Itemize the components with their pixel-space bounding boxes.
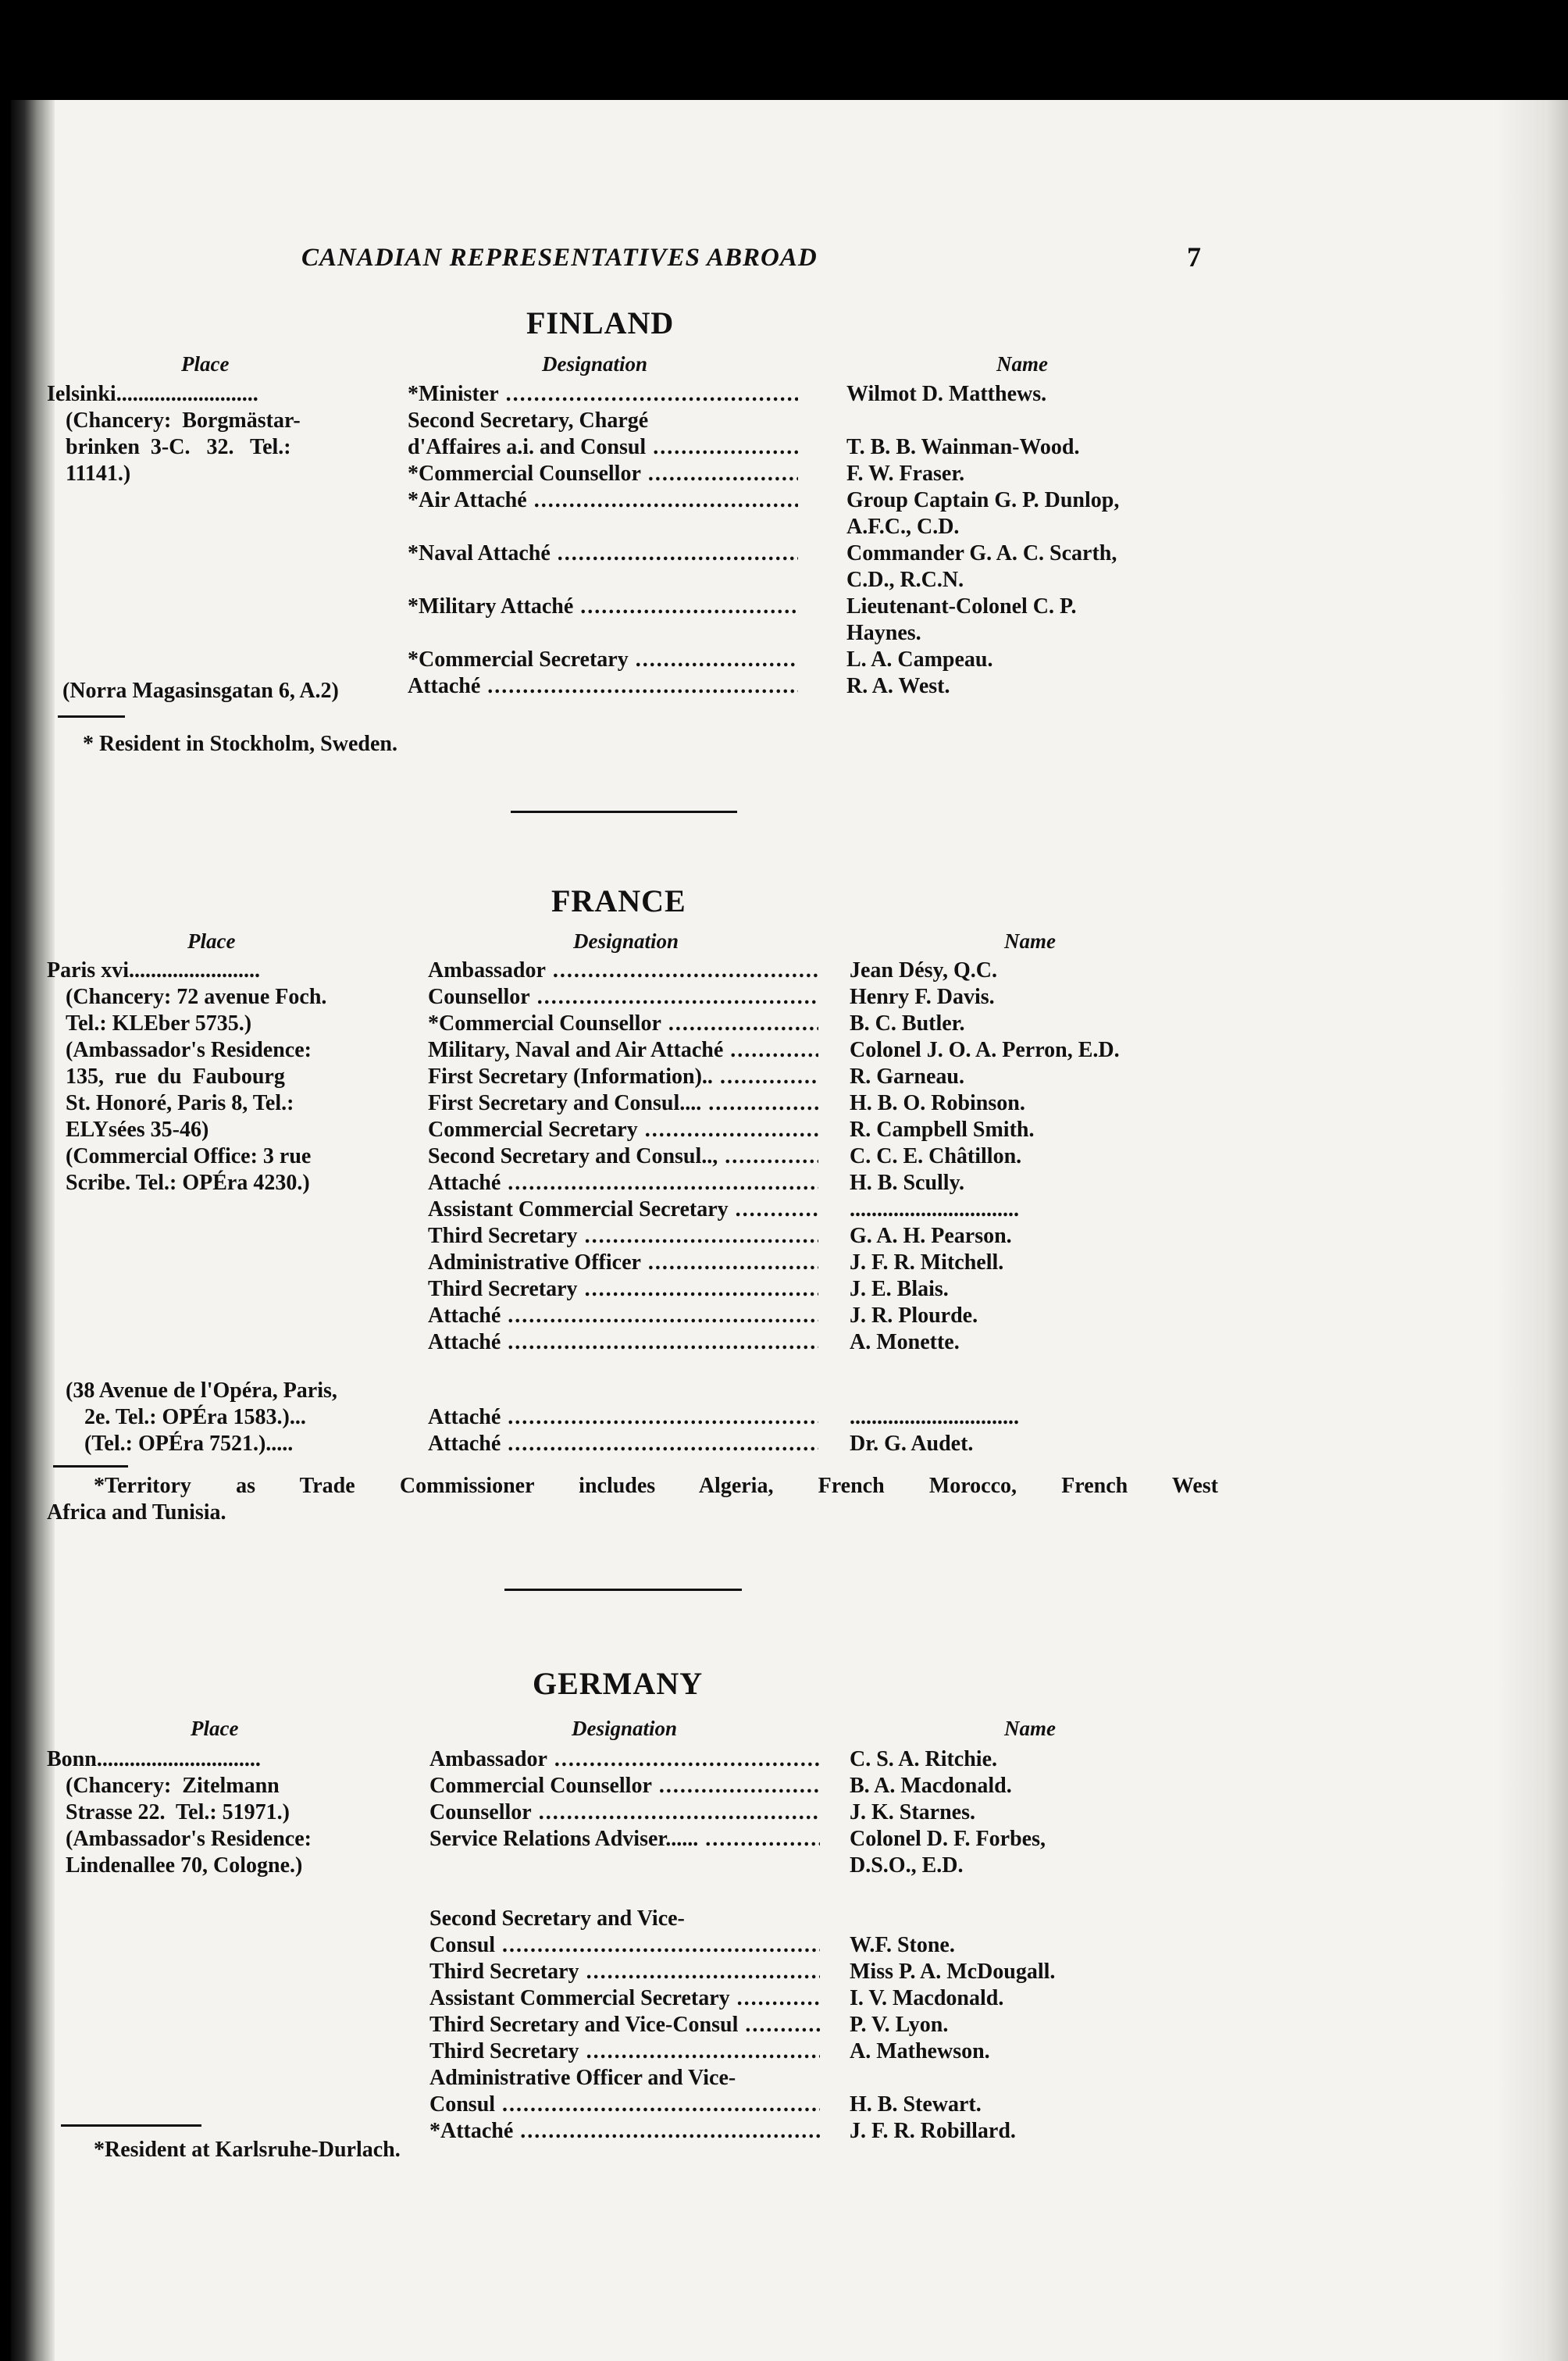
name-cell: Dr. G. Audet.: [850, 1432, 974, 1456]
designation-cell: *Minister .....: [408, 381, 798, 408]
country-heading-finland: FINLAND: [526, 305, 675, 341]
page-number: 7: [1187, 241, 1201, 273]
name-cell: R. A. West.: [846, 674, 950, 698]
france-footnote-continued: Africa and Tunisia.: [47, 1500, 226, 1525]
designation-cell: *Military Attaché .....: [408, 594, 798, 620]
name-cell: ...............................: [850, 1197, 1019, 1222]
designation-cell: *Commercial Counsellor .....: [428, 1011, 818, 1037]
place-line: brinken 3-C. 32. Tel.:: [66, 435, 291, 459]
name-cell: T. B. B. Wainman-Wood.: [846, 435, 1080, 459]
designation-cell: Third Secretary .....: [428, 1223, 818, 1250]
name-cell: H. B. Stewart.: [850, 2092, 982, 2117]
country-heading-germany: GERMANY: [533, 1666, 704, 1701]
section-divider: [511, 811, 737, 813]
place-line: Tel.: KLEber 5735.): [66, 1011, 252, 1036]
name-cell: R. Campbell Smith.: [850, 1118, 1035, 1142]
name-cell: Colonel D. F. Forbes,: [850, 1827, 1046, 1851]
designation-cell: Counsellor .....: [429, 1799, 820, 1826]
designation-cell: Third Secretary and Vice-Consul .....: [429, 2012, 820, 2038]
name-cell: I. V. Macdonald.: [850, 1986, 1004, 2010]
designation-cell: *Attaché .....: [429, 2118, 820, 2145]
place-line: 135, rue du Faubourg: [66, 1065, 285, 1089]
name-cell: J. F. R. Robillard.: [850, 2119, 1016, 2143]
designation-cell: *Air Attaché .....: [408, 487, 798, 514]
name-cell: J. F. R. Mitchell.: [850, 1250, 1004, 1275]
place-line: (Chancery: Borgmästar-: [66, 408, 301, 433]
country-heading-france: FRANCE: [551, 883, 686, 918]
running-header: CANADIAN REPRESENTATIVES ABROAD: [301, 244, 818, 272]
place-line: 2e. Tel.: OPÉra 1583.)...: [84, 1405, 306, 1429]
designation-cell: d'Affaires a.i. and Consul .....: [408, 434, 798, 461]
name-cell: ...............................: [850, 1405, 1019, 1429]
name-cell: R. Garneau.: [850, 1065, 964, 1089]
name-cell: C. S. A. Ritchie.: [850, 1747, 997, 1771]
place-line: 11141.): [66, 462, 131, 486]
designation-cell: Attaché .....: [408, 673, 798, 700]
name-cell: Henry F. Davis.: [850, 985, 995, 1009]
name-cell: W.F. Stone.: [850, 1933, 955, 1957]
designation-cell: *Commercial Counsellor .....: [408, 461, 798, 487]
name-cell: Haynes.: [846, 621, 921, 645]
designation-cell: Administrative Officer and Vice-: [429, 2066, 736, 2090]
designation-cell: Third Secretary .....: [429, 1959, 820, 1985]
name-cell: F. W. Fraser.: [846, 462, 965, 486]
name-cell: B. C. Butler.: [850, 1011, 965, 1036]
place-line: (Commercial Office: 3 rue: [66, 1144, 312, 1168]
name-cell: A.F.C., C.D.: [846, 515, 960, 539]
designation-cell: Second Secretary, Chargé: [408, 408, 649, 433]
designation-cell: Attaché .....: [428, 1303, 818, 1329]
designation-cell: Assistant Commercial Secretary .....: [428, 1197, 818, 1223]
name-cell: D.S.O., E.D.: [850, 1853, 964, 1878]
place-line: (Chancery: 72 avenue Foch.: [66, 985, 327, 1009]
designation-cell: Attaché .....: [428, 1404, 818, 1431]
designation-cell: First Secretary (Information).. .....: [428, 1064, 818, 1090]
name-cell: L. A. Campeau.: [846, 647, 993, 672]
designation-cell: Commercial Counsellor .....: [429, 1773, 820, 1799]
place-line: Strasse 22. Tel.: 51971.): [66, 1800, 290, 1824]
name-cell: Wilmot D. Matthews.: [846, 382, 1047, 406]
column-head-name: Name: [996, 352, 1048, 376]
designation-cell: *Naval Attaché .....: [408, 540, 798, 567]
name-cell: G. A. H. Pearson.: [850, 1224, 1012, 1248]
designation-cell: Second Secretary and Vice-: [429, 1906, 685, 1931]
name-cell: H. B. Scully.: [850, 1171, 965, 1195]
designation-cell: Counsellor .....: [428, 984, 818, 1011]
footnote-rule: [58, 715, 125, 718]
name-cell: Lieutenant-Colonel C. P.: [846, 594, 1077, 619]
column-head-name: Name: [1004, 1717, 1056, 1740]
name-cell: C.D., R.C.N.: [846, 568, 964, 592]
name-cell: A. Mathewson.: [850, 2039, 990, 2063]
name-cell: J. K. Starnes.: [850, 1800, 975, 1824]
designation-cell: Consul .....: [429, 2092, 820, 2118]
designation-cell: Attaché .....: [428, 1431, 818, 1457]
column-head-designation: Designation: [573, 929, 679, 953]
column-head-place: Place: [181, 352, 230, 376]
page-edge-shadow: [1498, 100, 1568, 2361]
designation-cell: Ambassador .....: [429, 1746, 820, 1773]
column-head-designation: Designation: [542, 352, 648, 376]
book-binding-shadow: [11, 100, 55, 2361]
name-cell: Jean Désy, Q.C.: [850, 958, 997, 983]
france-footnote: *Territory as Trade Commissioner includes Algeria, French Morocco, French West: [94, 1474, 1218, 1498]
name-cell: B. A. Macdonald.: [850, 1774, 1012, 1798]
designation-cell: Commercial Secretary .....: [428, 1117, 818, 1143]
place-line: Lindenallee 70, Cologne.): [66, 1853, 303, 1878]
footnote-rule: [53, 1465, 128, 1468]
place-line: (Ambassador's Residence:: [66, 1827, 312, 1851]
designation-cell: Service Relations Adviser...... .....: [429, 1826, 820, 1853]
place-line: Scribe. Tel.: OPÉra 4230.): [66, 1171, 310, 1195]
designation-cell: Administrative Officer .....: [428, 1250, 818, 1276]
name-cell: Group Captain G. P. Dunlop,: [846, 488, 1120, 512]
place-line: St. Honoré, Paris 8, Tel.:: [66, 1091, 294, 1115]
designation-cell: Assistant Commercial Secretary .....: [429, 1985, 820, 2012]
designation-cell: Ambassador .....: [428, 958, 818, 984]
name-cell: Miss P. A. McDougall.: [850, 1960, 1056, 1984]
place-line: (Ambassador's Residence:: [66, 1038, 312, 1062]
finland-footnote: * Resident in Stockholm, Sweden.: [83, 732, 397, 756]
designation-cell: Second Secretary and Consul.., .....: [428, 1143, 818, 1170]
designation-cell: Military, Naval and Air Attaché .....: [428, 1037, 818, 1064]
finland-place-secondary: (Norra Magasinsgatan 6, A.2): [62, 679, 339, 703]
designation-cell: Attaché .....: [428, 1170, 818, 1197]
place-line: (38 Avenue de l'Opéra, Paris,: [66, 1378, 337, 1403]
column-head-designation: Designation: [572, 1717, 678, 1740]
footnote-rule: [61, 2124, 201, 2127]
name-cell: J. R. Plourde.: [850, 1304, 978, 1328]
name-cell: Colonel J. O. A. Perron, E.D.: [850, 1038, 1120, 1062]
designation-cell: Consul .....: [429, 1932, 820, 1959]
section-divider: [504, 1589, 742, 1591]
designation-cell: Third Secretary .....: [429, 2038, 820, 2065]
column-head-place: Place: [187, 929, 236, 953]
place-line: (Chancery: Zitelmann: [66, 1774, 280, 1798]
designation-cell: Attaché .....: [428, 1329, 818, 1356]
place-line: ELYsées 35-46): [66, 1118, 209, 1142]
name-cell: A. Monette.: [850, 1330, 960, 1354]
place-line: Ielsinki..........................: [47, 382, 258, 406]
designation-cell: First Secretary and Consul.... .....: [428, 1090, 818, 1117]
name-cell: Commander G. A. C. Scarth,: [846, 541, 1117, 565]
name-cell: P. V. Lyon.: [850, 2013, 949, 2037]
name-cell: C. C. E. Châtillon.: [850, 1144, 1022, 1168]
germany-footnote: *Resident at Karlsruhe-Durlach.: [94, 2138, 401, 2162]
name-cell: J. E. Blais.: [850, 1277, 949, 1301]
name-cell: H. B. O. Robinson.: [850, 1091, 1025, 1115]
designation-cell: *Commercial Secretary .....: [408, 647, 798, 673]
place-line: (Tel.: OPÉra 7521.).....: [84, 1432, 294, 1456]
designation-cell: Third Secretary .....: [428, 1276, 818, 1303]
page-scan: [11, 100, 1568, 2361]
place-line: Bonn..............................: [47, 1747, 261, 1771]
column-head-place: Place: [191, 1717, 239, 1740]
column-head-name: Name: [1004, 929, 1056, 953]
place-line: Paris xvi........................: [47, 958, 260, 983]
